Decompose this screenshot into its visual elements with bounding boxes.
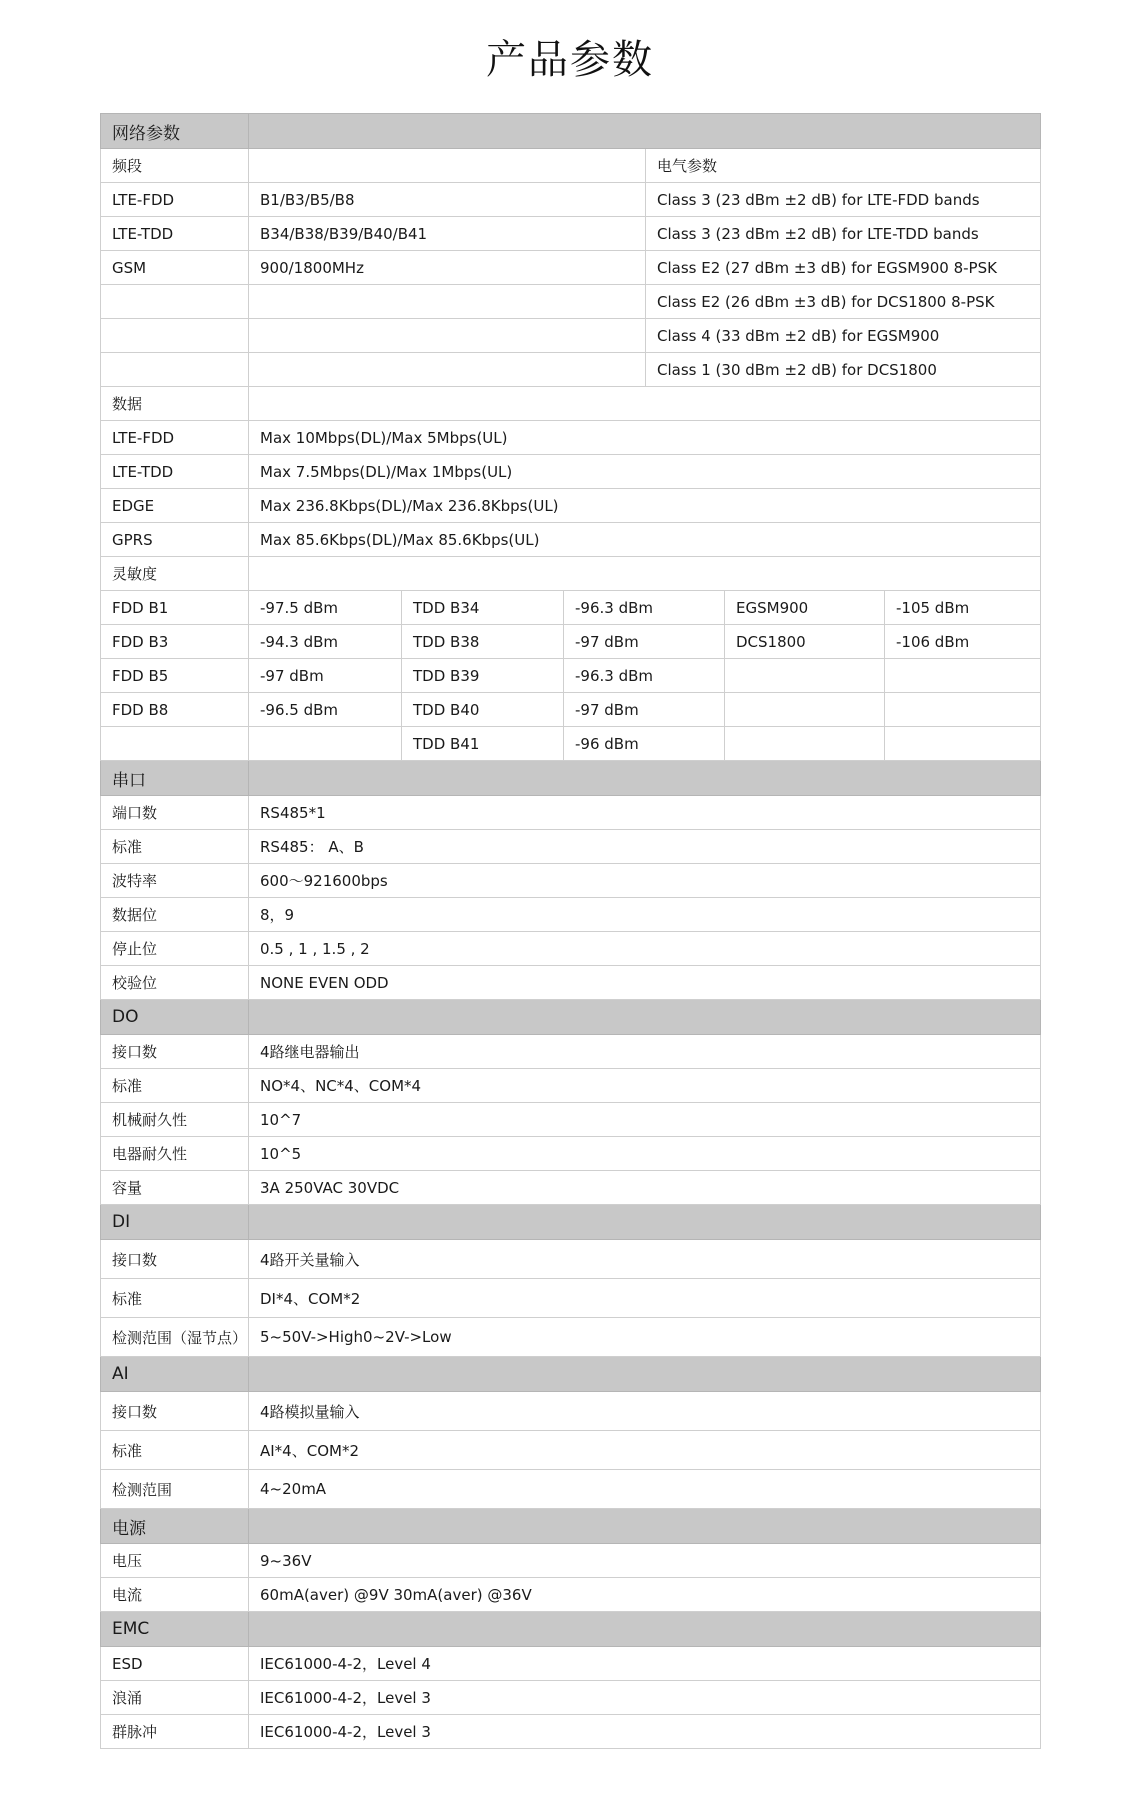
row-label: 机械耐久性	[101, 1103, 249, 1137]
table-row	[101, 1470, 1041, 1509]
row-label: 容量	[101, 1171, 249, 1205]
row-value: Class 3 (23 dBm ±2 dB) for LTE-FDD bands	[646, 183, 1041, 217]
sens-cell: -97 dBm	[564, 625, 725, 659]
row-value: RS485*1	[249, 796, 1041, 830]
table-row	[101, 1137, 1041, 1171]
row-value: Class 3 (23 dBm ±2 dB) for LTE-TDD bands	[646, 217, 1041, 251]
sens-cell: -96.3 dBm	[564, 659, 725, 693]
sens-cell: -97 dBm	[564, 693, 725, 727]
row-label: 标准	[101, 1279, 249, 1318]
table-row	[101, 1392, 1041, 1431]
row-value: RS485： A、B	[249, 830, 1041, 864]
table-row	[101, 557, 1041, 591]
table-row	[101, 1171, 1041, 1205]
row-value: IEC61000-4-2，Level 3	[249, 1715, 1041, 1749]
table-row	[101, 217, 1041, 251]
row-label: ESD	[101, 1647, 249, 1681]
row-label: 灵敏度	[101, 557, 249, 591]
table-row	[101, 1578, 1041, 1612]
row-value: 4路继电器输出	[249, 1035, 1041, 1069]
section-title: AI	[101, 1357, 249, 1392]
table-row	[101, 455, 1041, 489]
sens-cell: TDD B39	[402, 659, 564, 693]
section-header-ai	[101, 1357, 1041, 1392]
table-row	[101, 1318, 1041, 1357]
table-row	[101, 1715, 1041, 1749]
row-label: 停止位	[101, 932, 249, 966]
sens-cell: FDD B1	[101, 591, 249, 625]
row-label: 端口数	[101, 796, 249, 830]
table-row	[101, 1431, 1041, 1470]
row-value	[249, 319, 646, 353]
row-value: 4路开关量输入	[249, 1240, 1041, 1279]
row-value: 3A 250VAC 30VDC	[249, 1171, 1041, 1205]
sens-cell: -96.5 dBm	[249, 693, 402, 727]
section-title: DI	[101, 1205, 249, 1240]
row-label: 浪涌	[101, 1681, 249, 1715]
row-label	[101, 285, 249, 319]
row-value: Class E2 (26 dBm ±3 dB) for DCS1800 8-PSK	[646, 285, 1041, 319]
table-row	[101, 1069, 1041, 1103]
sens-cell: FDD B5	[101, 659, 249, 693]
row-value: 9~36V	[249, 1544, 1041, 1578]
sens-cell: EGSM900	[725, 591, 885, 625]
sens-cell: TDD B34	[402, 591, 564, 625]
row-label: GPRS	[101, 523, 249, 557]
row-label: LTE-FDD	[101, 183, 249, 217]
sens-cell: FDD B8	[101, 693, 249, 727]
table-row	[101, 251, 1041, 285]
sens-cell	[725, 727, 885, 761]
table-row	[101, 489, 1041, 523]
table-row	[101, 864, 1041, 898]
row-label: 检测范围	[101, 1470, 249, 1509]
row-value: IEC61000-4-2，Level 4	[249, 1647, 1041, 1681]
sensitivity-row	[101, 625, 1041, 659]
section-header-power	[101, 1509, 1041, 1544]
row-value: 8，9	[249, 898, 1041, 932]
row-value: B34/B38/B39/B40/B41	[249, 217, 646, 251]
row-value	[249, 285, 646, 319]
row-value: 600～921600bps	[249, 864, 1041, 898]
sens-cell: TDD B40	[402, 693, 564, 727]
section-title: 电源	[101, 1509, 249, 1544]
section-header-serial	[101, 761, 1041, 796]
section-header-do	[101, 1000, 1041, 1035]
table-row	[101, 285, 1041, 319]
sens-cell: -97.5 dBm	[249, 591, 402, 625]
row-label: 标准	[101, 1431, 249, 1470]
row-label: 标准	[101, 1069, 249, 1103]
row-label: GSM	[101, 251, 249, 285]
sens-cell: DCS1800	[725, 625, 885, 659]
sens-cell	[885, 727, 1041, 761]
sens-cell: TDD B38	[402, 625, 564, 659]
row-label: 检测范围（湿节点）	[101, 1318, 249, 1357]
table-row	[101, 1681, 1041, 1715]
row-label: 接口数	[101, 1035, 249, 1069]
sens-cell: -105 dBm	[885, 591, 1041, 625]
sens-cell: -106 dBm	[885, 625, 1041, 659]
sens-cell	[249, 727, 402, 761]
row-label: 接口数	[101, 1392, 249, 1431]
sens-cell: -94.3 dBm	[249, 625, 402, 659]
table-row	[101, 319, 1041, 353]
section-header-di	[101, 1205, 1041, 1240]
row-value: Max 85.6Kbps(DL)/Max 85.6Kbps(UL)	[249, 523, 1041, 557]
table-row	[101, 1647, 1041, 1681]
row-label: 波特率	[101, 864, 249, 898]
row-value: Max 7.5Mbps(DL)/Max 1Mbps(UL)	[249, 455, 1041, 489]
row-value: NONE EVEN ODD	[249, 966, 1041, 1000]
row-label: 群脉冲	[101, 1715, 249, 1749]
spec-table	[100, 113, 1041, 1749]
row-value: 电气参数	[646, 149, 1041, 183]
table-row	[101, 830, 1041, 864]
row-value: 4路模拟量输入	[249, 1392, 1041, 1431]
sensitivity-row	[101, 727, 1041, 761]
row-label: 电压	[101, 1544, 249, 1578]
row-value: 900/1800MHz	[249, 251, 646, 285]
row-label: 频段	[101, 149, 249, 183]
table-row	[101, 1240, 1041, 1279]
row-label: LTE-FDD	[101, 421, 249, 455]
sens-cell	[885, 659, 1041, 693]
row-label: EDGE	[101, 489, 249, 523]
sens-cell: TDD B41	[402, 727, 564, 761]
page-title: 产品参数	[486, 37, 654, 83]
section-title: 网络参数	[101, 114, 249, 149]
table-row	[101, 796, 1041, 830]
row-value: AI*4、COM*2	[249, 1431, 1041, 1470]
row-value: Class 1 (30 dBm ±2 dB) for DCS1800	[646, 353, 1041, 387]
table-row	[101, 523, 1041, 557]
sens-cell	[725, 693, 885, 727]
row-value: Class 4 (33 dBm ±2 dB) for EGSM900	[646, 319, 1041, 353]
table-row	[101, 353, 1041, 387]
sens-cell	[725, 659, 885, 693]
section-title: EMC	[101, 1612, 249, 1647]
table-row	[101, 149, 1041, 183]
table-row	[101, 421, 1041, 455]
sens-cell	[101, 727, 249, 761]
sensitivity-row	[101, 693, 1041, 727]
row-label: 电器耐久性	[101, 1137, 249, 1171]
sens-cell: FDD B3	[101, 625, 249, 659]
section-title: 串口	[101, 761, 249, 796]
row-label: 数据位	[101, 898, 249, 932]
row-value: 4~20mA	[249, 1470, 1041, 1509]
sens-cell: -96.3 dBm	[564, 591, 725, 625]
row-value: Max 236.8Kbps(DL)/Max 236.8Kbps(UL)	[249, 489, 1041, 523]
row-value: 10^5	[249, 1137, 1041, 1171]
row-label: 数据	[101, 387, 249, 421]
row-label: 标准	[101, 830, 249, 864]
row-value: IEC61000-4-2，Level 3	[249, 1681, 1041, 1715]
row-label: LTE-TDD	[101, 217, 249, 251]
row-label: LTE-TDD	[101, 455, 249, 489]
table-row	[101, 387, 1041, 421]
sensitivity-row	[101, 659, 1041, 693]
row-value: Max 10Mbps(DL)/Max 5Mbps(UL)	[249, 421, 1041, 455]
row-label: 电流	[101, 1578, 249, 1612]
table-row	[101, 1279, 1041, 1318]
row-value: 10^7	[249, 1103, 1041, 1137]
table-row	[101, 966, 1041, 1000]
row-value: DI*4、COM*2	[249, 1279, 1041, 1318]
row-value: 0.5 , 1 , 1.5 , 2	[249, 932, 1041, 966]
sens-cell: -97 dBm	[249, 659, 402, 693]
sens-cell	[885, 693, 1041, 727]
row-label	[101, 319, 249, 353]
table-row	[101, 898, 1041, 932]
sensitivity-row	[101, 591, 1041, 625]
table-row	[101, 1035, 1041, 1069]
table-row	[101, 183, 1041, 217]
sens-cell: -96 dBm	[564, 727, 725, 761]
row-value	[249, 353, 646, 387]
table-row	[101, 1103, 1041, 1137]
section-header-network	[101, 114, 1041, 149]
row-value: Class E2 (27 dBm ±3 dB) for EGSM900 8-PSK	[646, 251, 1041, 285]
section-header-emc	[101, 1612, 1041, 1647]
row-value: 60mA(aver) @9V 30mA(aver) @36V	[249, 1578, 1041, 1612]
row-value: B1/B3/B5/B8	[249, 183, 646, 217]
row-label: 校验位	[101, 966, 249, 1000]
row-label: 接口数	[101, 1240, 249, 1279]
row-label	[101, 353, 249, 387]
table-row	[101, 932, 1041, 966]
section-title: DO	[101, 1000, 249, 1035]
row-value: NO*4、NC*4、COM*4	[249, 1069, 1041, 1103]
row-value: 5~50V->High0~2V->Low	[249, 1318, 1041, 1357]
table-row	[101, 1544, 1041, 1578]
